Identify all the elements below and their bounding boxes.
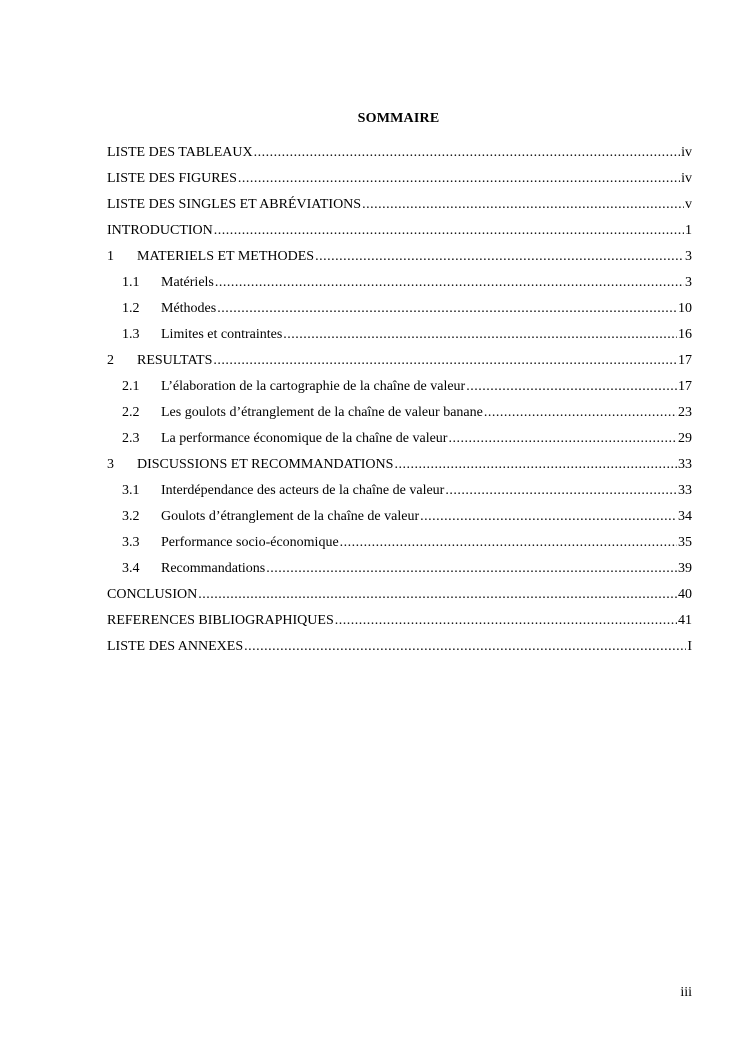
- toc-entry-number: 2: [107, 353, 114, 368]
- toc-entry[interactable]: [107, 556, 692, 582]
- toc-entry-number: 3.3: [122, 535, 140, 550]
- toc-entry[interactable]: [107, 140, 692, 166]
- toc-entry-label: REFERENCES BIBLIOGRAPHIQUES: [107, 613, 334, 628]
- toc-entry-page: 3: [685, 275, 692, 290]
- toc-entry[interactable]: [107, 348, 692, 374]
- page-number: iii: [680, 985, 692, 1000]
- toc-entry-label: Méthodes: [161, 301, 217, 316]
- toc-entry-label: CONCLUSION: [107, 587, 198, 602]
- toc-entry-label: DISCUSSIONS ET RECOMMANDATIONS: [137, 457, 394, 472]
- toc-entry[interactable]: [107, 192, 692, 218]
- toc-entry-page: 1: [685, 223, 692, 238]
- dot-leader: [215, 270, 684, 296]
- toc-entry-page: 40: [678, 587, 692, 602]
- toc-entry-label: Interdépendance des acteurs de la chaîne de valeur: [161, 483, 445, 498]
- dot-leader: [420, 504, 677, 530]
- toc-entry[interactable]: [107, 400, 692, 426]
- toc-entry-label: La performance économique de la chaîne de valeur: [161, 431, 448, 446]
- toc-entry-label: INTRODUCTION: [107, 223, 213, 238]
- toc-entry-label: Les goulots d’étranglement de la chaîne de valeur banane: [161, 405, 483, 420]
- toc-entry-page: 29: [678, 431, 692, 446]
- toc-entry-page: 39: [678, 561, 692, 576]
- toc-entry-label: LISTE DES FIGURES: [107, 171, 237, 186]
- toc-entry[interactable]: [107, 296, 692, 322]
- toc-entry[interactable]: [107, 582, 692, 608]
- toc-entry-label: Matériels: [161, 275, 214, 290]
- toc-entry-label: Performance socio-économique: [161, 535, 339, 550]
- dot-leader: [238, 166, 680, 192]
- toc-entry-page: iv: [681, 145, 692, 160]
- toc-entry-number: 2.1: [122, 379, 140, 394]
- toc-entry-page: 23: [678, 405, 692, 420]
- toc-entry-page: 17: [678, 353, 692, 368]
- dot-leader: [315, 244, 684, 270]
- toc-entry[interactable]: [107, 426, 692, 452]
- dot-leader: [484, 400, 677, 426]
- toc-entry-page: 16: [678, 327, 692, 342]
- toc-entry-page: I: [687, 639, 692, 654]
- dot-leader: [335, 608, 677, 634]
- toc-entry-label: LISTE DES ANNEXES: [107, 639, 244, 654]
- toc-entry-label: RESULTATS: [137, 353, 213, 368]
- toc-entry-number: 1: [107, 249, 114, 264]
- toc-entry-page: 10: [678, 301, 692, 316]
- toc-entry[interactable]: [107, 166, 692, 192]
- toc-entry-label: MATERIELS ET METHODES: [137, 249, 315, 264]
- toc-entry-page: 33: [678, 483, 692, 498]
- toc-entry[interactable]: [107, 530, 692, 556]
- toc-entry-number: 3: [107, 457, 114, 472]
- toc-entry-number: 3.4: [122, 561, 140, 576]
- toc-entry[interactable]: [107, 374, 692, 400]
- toc-entry[interactable]: [107, 504, 692, 530]
- toc-entry[interactable]: [107, 244, 692, 270]
- toc-entry-number: 2.3: [122, 431, 140, 446]
- toc-entry-number: 2.2: [122, 405, 140, 420]
- page-title: SOMMAIRE: [357, 111, 440, 126]
- dot-leader: [198, 582, 677, 608]
- dot-leader: [244, 634, 686, 660]
- dot-leader: [466, 374, 677, 400]
- toc-entry-page: 33: [678, 457, 692, 472]
- dot-leader: [394, 452, 677, 478]
- toc-entry-label: Limites et contraintes: [161, 327, 283, 342]
- toc-entry[interactable]: [107, 322, 692, 348]
- toc-entry[interactable]: [107, 218, 692, 244]
- toc-entry-page: iv: [681, 171, 692, 186]
- toc-entry[interactable]: [107, 452, 692, 478]
- toc-entry-page: 41: [678, 613, 692, 628]
- toc-entry[interactable]: [107, 478, 692, 504]
- toc-entry-number: 3.1: [122, 483, 140, 498]
- toc-entry-number: 1.2: [122, 301, 140, 316]
- toc-entry[interactable]: [107, 634, 692, 660]
- dot-leader: [445, 478, 677, 504]
- toc-entry[interactable]: [107, 270, 692, 296]
- toc-entry[interactable]: [107, 608, 692, 634]
- dot-leader: [213, 348, 677, 374]
- dot-leader: [214, 218, 684, 244]
- toc-entry-page: 17: [678, 379, 692, 394]
- dot-leader: [254, 140, 680, 166]
- table-of-contents: [107, 140, 692, 660]
- dot-leader: [217, 296, 677, 322]
- toc-entry-number: 3.2: [122, 509, 140, 524]
- toc-entry-label: L’élaboration de la cartographie de la chaîne de valeur: [161, 379, 466, 394]
- toc-entry-label: Goulots d’étranglement de la chaîne de valeur: [161, 509, 420, 524]
- toc-entry-number: 1.1: [122, 275, 140, 290]
- dot-leader: [266, 556, 677, 582]
- dot-leader: [448, 426, 677, 452]
- toc-entry-number: 1.3: [122, 327, 140, 342]
- dot-leader: [283, 322, 677, 348]
- toc-entry-label: LISTE DES SINGLES ET ABRÉVIATIONS: [107, 197, 362, 212]
- toc-entry-page: 34: [678, 509, 692, 524]
- toc-entry-page: v: [685, 197, 692, 212]
- toc-entry-page: 3: [685, 249, 692, 264]
- toc-entry-label: LISTE DES TABLEAUX: [107, 145, 253, 160]
- dot-leader: [340, 530, 677, 556]
- dot-leader: [362, 192, 684, 218]
- toc-entry-page: 35: [678, 535, 692, 550]
- toc-entry-label: Recommandations: [161, 561, 266, 576]
